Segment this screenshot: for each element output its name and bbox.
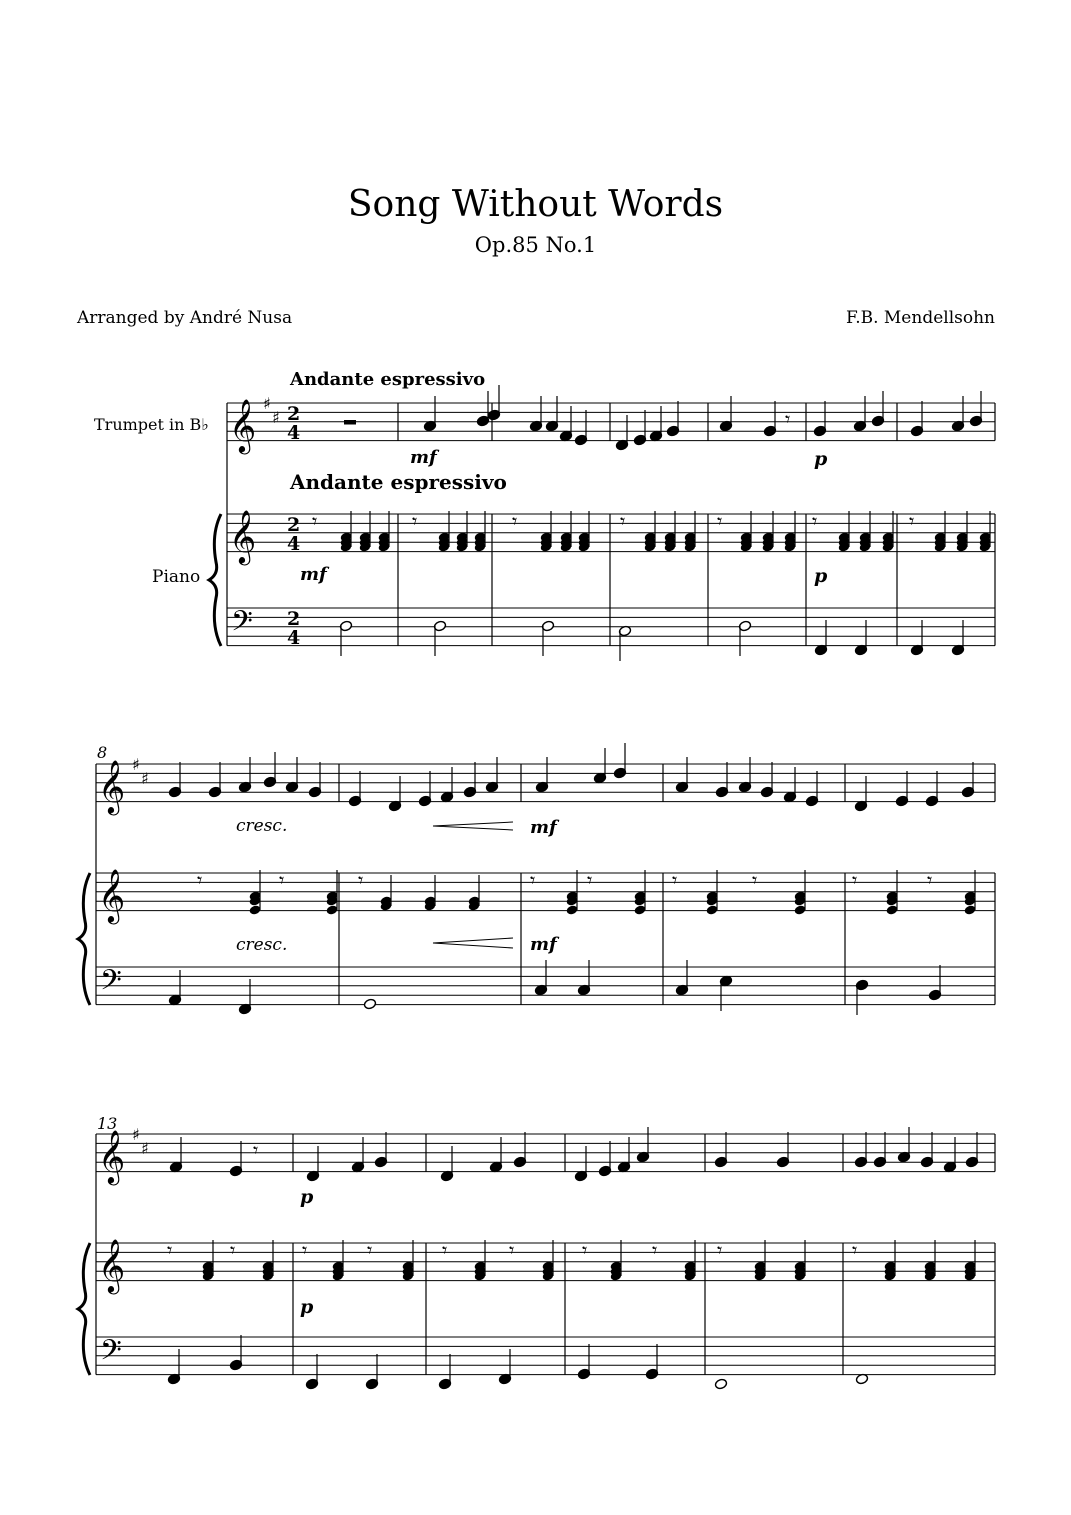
- arranger-credit: Arranged by André Nusa: [77, 308, 293, 328]
- eighth-rest: 𝄾: [785, 407, 791, 431]
- piano-brace-2: [78, 873, 90, 1005]
- eighth-rest: 𝄾: [358, 868, 364, 892]
- bass-half-note: [363, 998, 376, 1010]
- piano-brace-3: [78, 1243, 90, 1375]
- piano-bass-staff-3: [96, 1337, 995, 1375]
- composer-credit: F.B. Mendellsohn: [846, 308, 995, 328]
- piano-bass-time-signature-top: 2: [287, 608, 301, 630]
- eighth-rest: 𝄾: [312, 509, 318, 533]
- piano-bass-time-signature-bottom: 4: [287, 627, 301, 649]
- crescendo-hairpin: [433, 822, 513, 830]
- eighth-rest: 𝄾: [530, 868, 536, 892]
- dynamic-mf: mf: [300, 564, 327, 585]
- piano-brace-1: [209, 514, 221, 646]
- key-signature-sharps: ♯: [141, 1139, 149, 1158]
- eighth-rest: 𝄾: [412, 509, 418, 533]
- eighth-rest: 𝄾: [512, 509, 518, 533]
- key-signature-sharps: ♯: [263, 394, 271, 413]
- half-rest: [344, 420, 356, 425]
- bass-clef-icon: 𝄢: [231, 605, 253, 645]
- tempo-marking-piano: Andante espressivo: [290, 470, 507, 494]
- tempo-marking-trumpet: Andante espressivo: [290, 369, 486, 390]
- dynamic-p: p: [300, 1296, 314, 1318]
- piano-treble-staff-2: [96, 873, 995, 911]
- dynamic-mf: mf: [410, 447, 437, 468]
- treble-clef-icon: 𝄞: [229, 509, 257, 563]
- score-title: Song Without Words: [347, 184, 724, 225]
- eighth-rest: 𝄾: [367, 1238, 373, 1262]
- eighth-rest: 𝄾: [620, 509, 626, 533]
- dynamic-p: p: [300, 1186, 314, 1208]
- dynamic-p: p: [814, 448, 828, 470]
- bass-clef-icon: 𝄢: [100, 964, 122, 1004]
- key-signature-sharps: ♯: [132, 1125, 140, 1144]
- treble-clef-icon: 𝄞: [229, 398, 257, 452]
- eighth-rest: 𝄾: [812, 509, 818, 533]
- eighth-rest: 𝄾: [582, 1238, 588, 1262]
- piano-treble-time-signature-top: 2: [287, 514, 301, 536]
- score-subtitle: Op.85 No.1: [474, 233, 597, 257]
- eighth-rest: 𝄾: [279, 868, 285, 892]
- dynamic-mf: mf: [530, 817, 557, 838]
- measure-number: 13: [97, 1114, 118, 1133]
- eighth-rest: 𝄾: [197, 868, 203, 892]
- trumpet-time-signature-top: 2: [287, 403, 301, 425]
- eighth-rest: 𝄾: [167, 1238, 173, 1262]
- treble-clef-icon: 𝄞: [98, 868, 126, 922]
- eighth-rest: 𝄾: [752, 868, 758, 892]
- eighth-rest: 𝄾: [717, 1238, 723, 1262]
- eighth-rest: 𝄾: [672, 868, 678, 892]
- eighth-rest: 𝄾: [302, 1238, 308, 1262]
- dynamic-cresc: cresc.: [236, 935, 288, 955]
- eighth-rest: 𝄾: [852, 868, 858, 892]
- eighth-rest: 𝄾: [652, 1238, 658, 1262]
- trumpet-instrument-label: Trumpet in B♭: [94, 415, 209, 434]
- eighth-rest: 𝄾: [442, 1238, 448, 1262]
- eighth-rest: 𝄾: [927, 868, 933, 892]
- treble-clef-icon: 𝄞: [98, 1129, 126, 1183]
- eighth-rest: 𝄾: [852, 1238, 858, 1262]
- key-signature-sharps: ♯: [272, 408, 280, 427]
- eighth-rest: 𝄾: [509, 1238, 515, 1262]
- piano-instrument-label: Piano: [152, 567, 201, 587]
- eighth-rest: 𝄾: [717, 509, 723, 533]
- eighth-rest: 𝄾: [587, 868, 593, 892]
- bass-clef-icon: 𝄢: [100, 1334, 122, 1374]
- crescendo-hairpin: [433, 938, 513, 948]
- measure-number: 8: [97, 743, 108, 762]
- treble-clef-icon: 𝄞: [98, 1238, 126, 1292]
- treble-clef-icon: 𝄞: [98, 759, 126, 813]
- trumpet-time-signature-bottom: 4: [287, 422, 301, 444]
- bass-note: [714, 1378, 727, 1390]
- key-signature-sharps: ♯: [141, 769, 149, 788]
- dynamic-cresc: cresc.: [236, 816, 288, 836]
- piano-treble-time-signature-bottom: 4: [287, 533, 301, 555]
- eighth-rest: 𝄾: [253, 1138, 259, 1162]
- dynamic-p: p: [814, 565, 828, 587]
- eighth-rest: 𝄾: [230, 1238, 236, 1262]
- key-signature-sharps: ♯: [132, 755, 140, 774]
- dynamic-mf: mf: [530, 934, 557, 955]
- eighth-rest: 𝄾: [909, 509, 915, 533]
